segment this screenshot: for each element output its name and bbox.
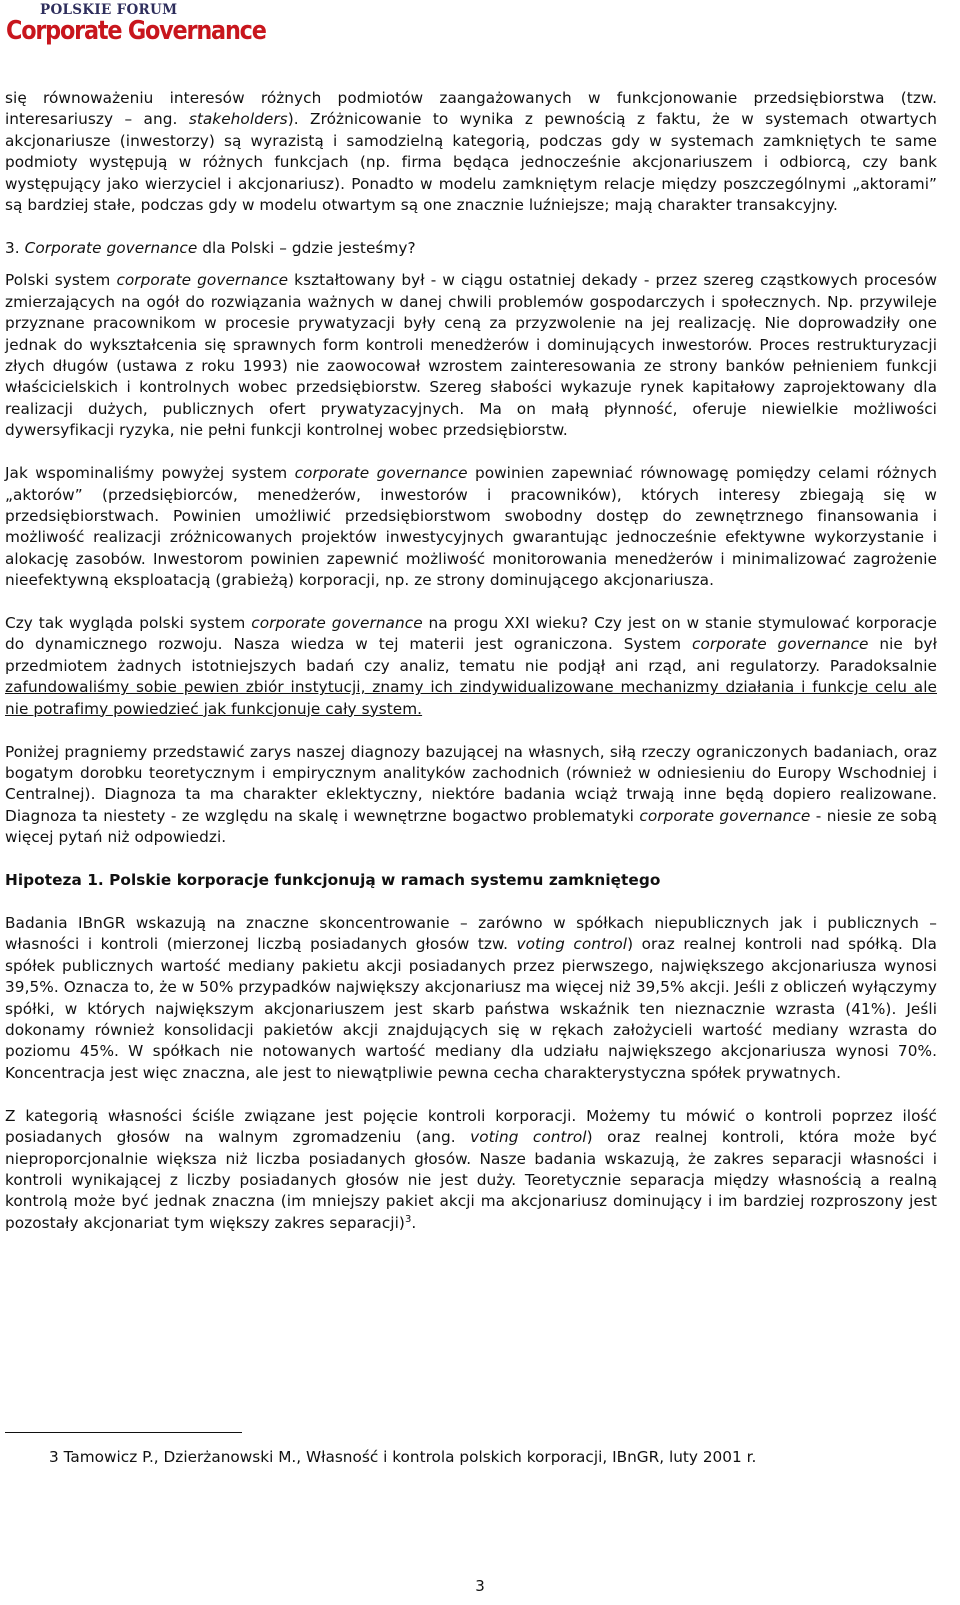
text-run-italic: voting control xyxy=(516,935,628,954)
footnote-reference[interactable]: 3 xyxy=(404,1213,412,1225)
footnote: 3 Tamowicz P., Dzierżanowski M., Własność i kontrola polskich korporacji, IBnGR, luty 2001 r. xyxy=(49,1448,757,1466)
text-run-italic: corporate governance xyxy=(294,464,468,483)
footnote-separator xyxy=(5,1432,242,1433)
text-run: Jak wspominaliśmy powyżej system xyxy=(5,464,295,483)
hypothesis-heading: Hipoteza 1. Polskie korporacje funkcjonują w ramach systemu zamkniętego xyxy=(5,871,661,890)
text-run-italic: corporate governance xyxy=(116,271,289,290)
text-run: się równoważeniu interesów różnych podmiotów zaangażowanych w funkcjonowanie przedsiębiorstwa (tzw. interesariuszy – ang. xyxy=(5,89,937,129)
section-number: 3. xyxy=(5,238,25,257)
text-run: powinien zapewniać równowagę pomiędzy celami różnych „aktorów” (przedsiębiorców, menedżerów, inwestorów i pracowników), których interesy zbiegają się w przedsiębiorstwach. Powinien umożliwić przedsiębiorstwom swobodny dostęp do zewnętrznego finansowania i możliwość realizacji zróżnicowanych projektów inwestycyjnych gwarantując jednocześnie efektywne wykorzystanie i alokację zasobów. Inwestorom powinien zapewnić możliwość monitorowania menedżerów i minimalizować zagrożenie nieefektywną eksploatacją (grabieżą) korporacji, np. ze strony dominującego akcjonariusza. xyxy=(5,464,937,590)
section-heading xyxy=(5,238,937,259)
text-run: na progu XXI wieku? Czy jest on w stanie stymulować korporacje do dynamicznego rozwoju. Nasza wiedza w tej materii jest ograniczona. System xyxy=(5,614,937,654)
text-run: ) oraz realnej kontroli, która może być nieproporcjonalnie większa niż liczba posiadanych głosów. Nasze badania wskazują, że zakres separacji własności i kontroli wynikającej z liczby posiadanych głosów nie jest duży. Teoretycznie separacja między własnością a realną kontrolą może być jednak znaczna (im mniejszy pakiet akcji ma akcjonariusz dominujący i im bardziej rozproszony jest pozostały akcjonariat tym większy zakres separacji) xyxy=(5,1128,937,1232)
section-title-italic: Corporate governance xyxy=(24,238,198,257)
text-run-italic: corporate governance xyxy=(692,635,869,654)
text-run: . xyxy=(411,1213,417,1232)
paragraph-ibngr-research xyxy=(5,913,937,1084)
text-run-italic: stakeholders xyxy=(188,110,288,129)
paragraph-stakeholders xyxy=(5,88,937,216)
text-run-underlined: zafundowaliśmy sobie pewien zbiór instytucji, znamy ich zindywidualizowane mechanizmy działania i funkcje celu ale nie potrafimy powiedzieć jak funkcjonuje cały system. xyxy=(5,678,937,718)
forum-logo xyxy=(6,2,266,56)
logo-line-2: Corporate Governance xyxy=(6,16,266,46)
text-run: ). Zróżnicowanie to wynika z pewnością z faktu, że w systemach otwartych akcjonariusze (inwestorzy) są wyrazistą i samodzielną kategorią, podczas gdy w systemach zamkniętych te same podmioty występują w różnych funkcjach (np. firma będąca jednocześnie akcjonariuszem i odbiorcą, czy bank występujący jako wierzyciel i akcjonariusz). Ponadto w modelu zamkniętym relacje między poszczególnymi „aktorami” są bardziej stałe, podczas gdy w modelu otwartym są one znacznie luźniejsze; mają charakter transakcyjny. xyxy=(5,110,937,215)
paragraph-polish-system xyxy=(5,270,937,441)
text-run-italic: corporate governance xyxy=(639,806,811,825)
text-run: - niesie ze sobą więcej pytań niż odpowiedzi. xyxy=(5,806,937,847)
paragraph-control xyxy=(5,1106,937,1234)
document-body xyxy=(5,88,937,1234)
text-run: Polski system xyxy=(5,271,117,290)
paragraph-balance xyxy=(5,463,937,591)
text-run: Czy tak wygląda polski system xyxy=(5,614,252,633)
section-title-rest: dla Polski – gdzie jesteśmy? xyxy=(197,238,416,257)
text-run: Z kategorią własności ściśle związane jest pojęcie kontroli korporacji. Możemy tu mówić o kontroli poprzez ilość posiadanych głosów na walnym zgromadzeniu (ang. xyxy=(5,1106,937,1147)
text-run-italic: corporate governance xyxy=(251,614,423,633)
page-number: 3 xyxy=(475,1577,485,1595)
paragraph-xxi-century xyxy=(5,613,937,720)
logo-line-1: POLSKIE FORUM xyxy=(40,2,178,18)
text-run-italic: voting control xyxy=(470,1128,587,1147)
text-run: Badania IBnGR wskazują na znaczne skoncentrowanie – zarówno w spółkach niepublicznych jak i publicznych – własności i kontroli (mierzonej liczbą posiadanych głosów tzw. xyxy=(5,914,937,954)
paragraph-diagnosis xyxy=(5,742,937,849)
text-run: ) oraz realnej kontroli nad spółką. Dla spółek publicznych wartość mediany pakietu akcji posiadanych przez pierwszego, największego akcjonariusza wynosi 39,5%. Oznacza to, że w 50% przypadków największy akcjonariusz ma więcej niż 39,5% akcji. Jeśli z obliczeń wyłączymy spółki, w których największym akcjonariuszem jest skarb państwa wskaźnik ten nieznacznie wzrasta (41%). Jeśli dokonamy również konsolidacji pakietów akcji znajdujących się w rękach założycieli wartość mediany wzrasta do poziomu 45%. W spółkach nie notowanych wartość mediany dla udziału największego akcjonariusza wynosi 70%. Koncentracja jest więc znaczna, ale jest to niewątpliwie pewna cecha charakterystyczna spółek prywatnych. xyxy=(5,935,937,1082)
text-run: kształtowany był - w ciągu ostatniej dekady - przez szereg cząstkowych procesów zmierzających na ogół do rozwiązania ważnych w danej chwili problemów gospodarczych i społecznych. Np. przywileje przyznane pracownikom w procesie prywatyzacji były ceną za przyzwolenie na jej realizację. Nie doprowadziły one jednak do wykształcenia się sprawnych form kontroli menedżerów i dominujących inwestorów. Proces restrukturyzacji złych długów (ustawa z roku 1993) nie zaowocował wzrostem zainteresowania ze strony banków pełnieniem funkcji właścicielskich i kontrolnych wobec przedsiębiorstw. Szereg słabości wykazuje rynek kapitałowy zaprojektowany dla realizacji dużych, publicznych ofert prywatyzacyjnych. Ma on małą płynność, oferuje niewielkie możliwości dywersyfikacji ryzyka, nie pełni funkcji kontrolnej wobec przedsiębiorstw. xyxy=(5,271,938,440)
text-run: nie był przedmiotem żadnych istotniejszych badań czy analiz, tematu nie podjął ani rząd, ani regulatorzy. Paradoksalnie xyxy=(5,635,938,675)
text-run: Poniżej pragniemy przedstawić zarys naszej diagnozy bazującej na własnych, siłą rzeczy ograniczonych badaniach, oraz bogatym dorobku teoretycznym i empirycznym analityków zachodnich (również w odniesieniu do Europy Wschodniej i Centralnej). Diagnoza ta ma charakter eklektyczny, niektóre badania wciąż trwają inne będą dopiero realizowane. Diagnoza ta niestety - ze względu na skalę i wewnętrzne bogactwo problematyki xyxy=(5,742,937,825)
